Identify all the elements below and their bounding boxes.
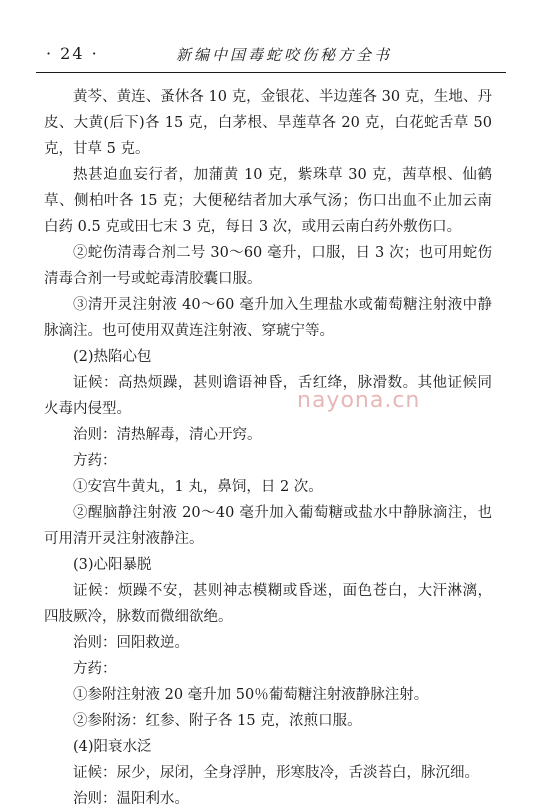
paragraph-qingkailing-injection: ③清开灵注射液 40～60 毫升加入生理盐水或葡萄糖注射液中静脉滴注。也可使用双黄连注射液、穿琥宁等。 (44, 297, 492, 339)
page-number: · 24 · (46, 44, 99, 63)
paragraph-prescription-label: 方药： (73, 661, 117, 677)
paragraph-formula-ingredients: 黄芩、黄连、蚤休各 10 克，金银花、半边莲各 30 克，生地、丹皮、大黄(后下)各 15 克，白茅根、旱莲草各 20 克，白花蛇舌草 50 克，甘草 5 克。 (44, 89, 492, 157)
paragraph-treatment-principle: 治则：温阳利水。 (73, 791, 189, 807)
running-title: 新编中国毒蛇咬伤秘方全书 (176, 46, 393, 64)
paragraph-shenfu-injection: ①参附注射液 20 毫升加 50％葡萄糖注射液静脉注射。 (73, 687, 429, 703)
paragraph-treatment-principle: 治则：回阳救逆。 (73, 635, 189, 651)
paragraph-prescription-label: 方药： (73, 453, 117, 469)
paragraph-syndrome: 证候：高热烦躁，甚则谵语神昏，舌红绛，脉滑数。其他证候同火毒内侵型。 (44, 375, 492, 417)
watermark: nayona.cn (297, 388, 421, 413)
section-heading-heart-yang-collapse: (3)心阳暴脱 (73, 557, 152, 573)
paragraph-mixture-two: ②蛇伤清毒合剂二号 30～60 毫升，口服，日 3 次；也可用蛇伤清毒合剂一号或蛇毒清胶囊口服。 (44, 245, 492, 287)
paragraph-angong-pill: ①安宫牛黄丸，1 丸，鼻饲，日 2 次。 (73, 479, 323, 495)
paragraph-bleeding-modifications: 热甚迫血妄行者，加蒲黄 10 克，紫珠草 30 克，茜草根、仙鹤草、侧柏叶各 15 克；大便秘结者加大承气汤；伤口出血不止加云南白药 0.5 克或田七末 3 克，每日 3 次，或用云南白药外敷伤口。 (44, 167, 492, 235)
paragraph-shenfu-decoction: ②参附汤：红参、附子各 15 克，浓煎口服。 (73, 713, 362, 729)
paragraph-treatment-principle: 治则：清热解毒，清心开窍。 (73, 427, 262, 443)
section-heading-yang-decline-edema: (4)阳衰水泛 (73, 739, 152, 755)
section-heading-heat-pericardium: (2)热陷心包 (73, 349, 152, 365)
header-rule (36, 72, 506, 73)
paragraph-xingnaojing-injection: ②醒脑静注射液 20～40 毫升加入葡萄糖或盐水中静脉滴注，也可用清开灵注射液静注。 (44, 505, 492, 547)
paragraph-syndrome: 证候：尿少，尿闭，全身浮肿，形寒肢冷，舌淡苔白，脉沉细。 (73, 765, 479, 781)
page-header (36, 42, 506, 66)
paragraph-syndrome: 证候：烦躁不安，甚则神志模糊或昏迷，面色苍白，大汗淋漓，四肢厥冷，脉数而微细欲绝。 (44, 583, 492, 625)
page-body (44, 84, 492, 812)
